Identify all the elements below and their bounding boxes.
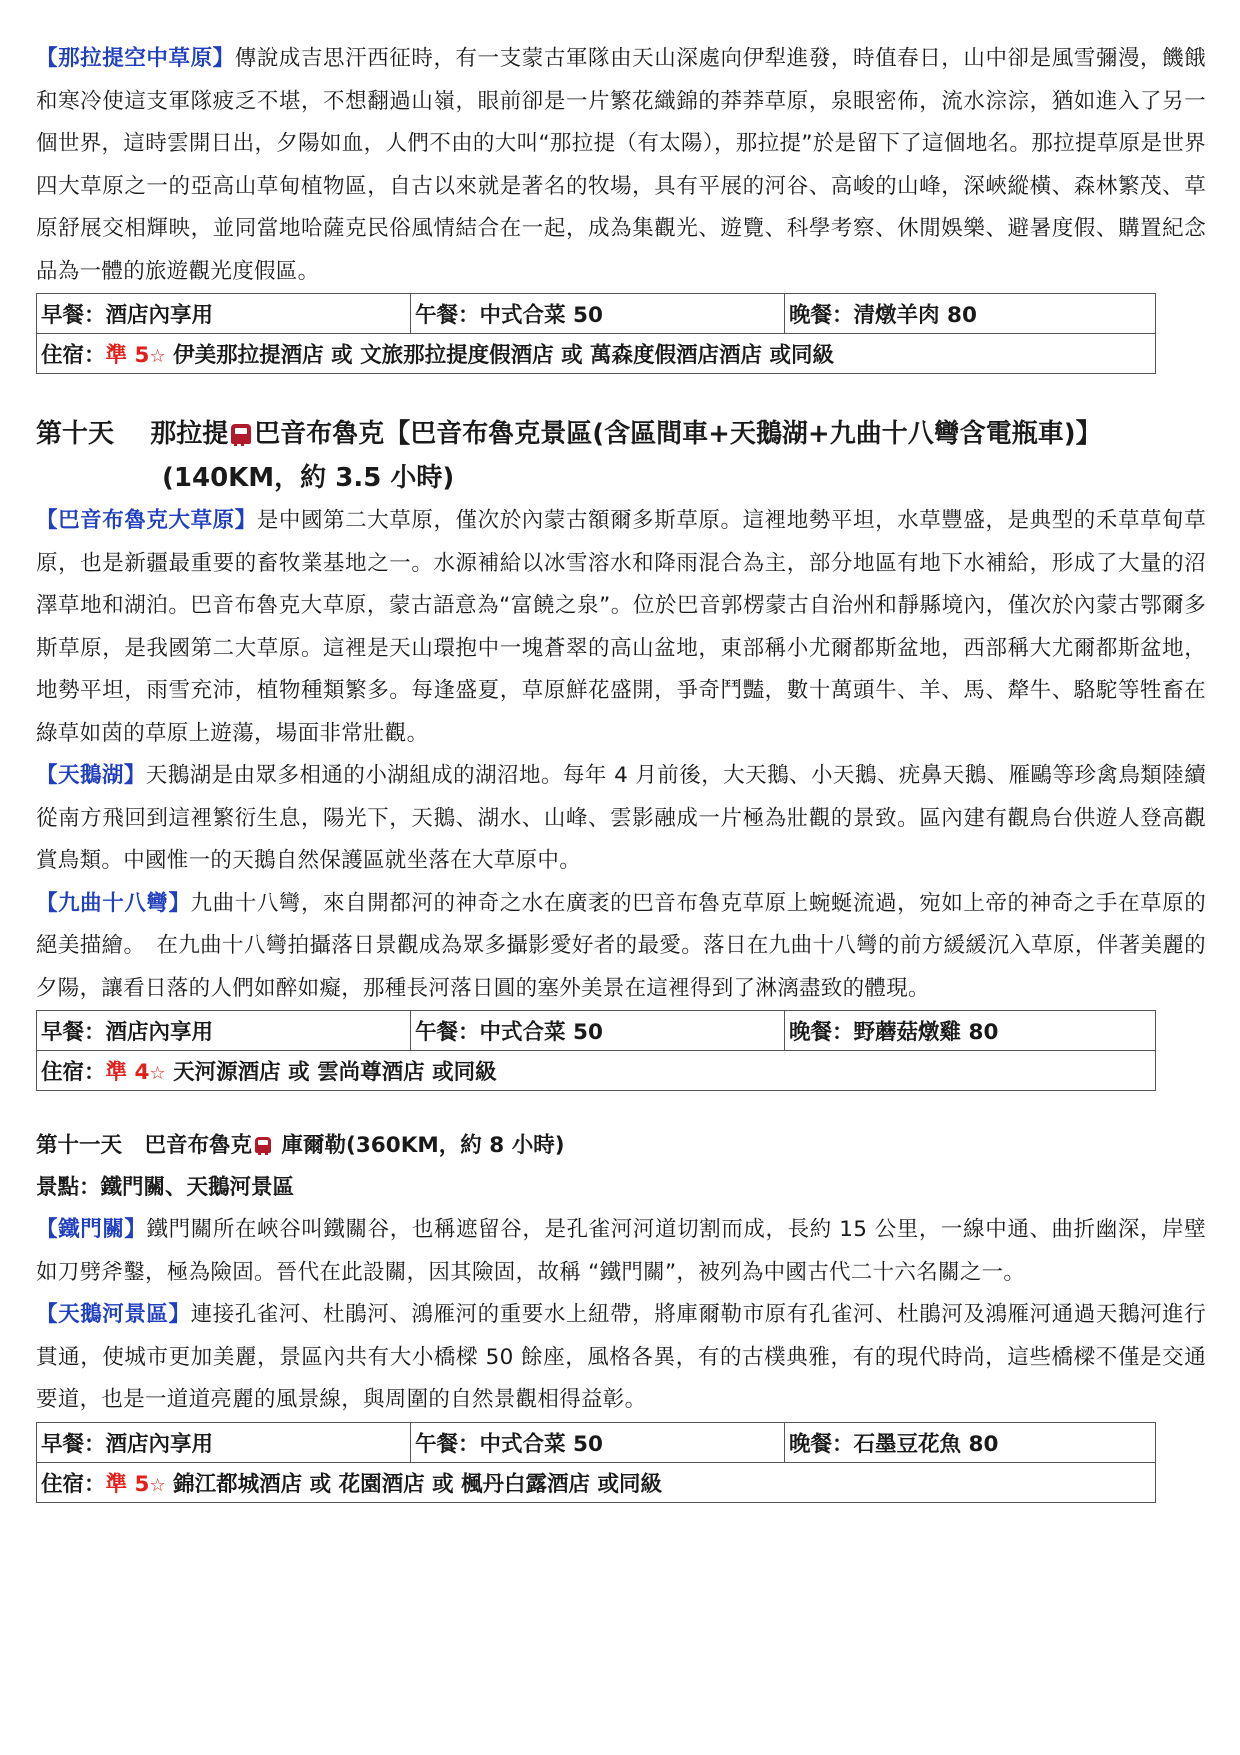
nine-bends-text: 九曲十八彎，來自開都河的神奇之水在廣袤的巴音布魯克草原上蜿蜒流過，宛如上帝的神奇之手在草原的絕美描繪。 在九曲十八彎拍攝落日景觀成為眾多攝影愛好者的最愛。落日在九曲十八彎的前方緩緩沉入草原，伴著美麗的夕陽，讓看日落的人們如醉如癡，那種長河落日圓的塞外美景在這裡得到了淋漓盡致的體現。	[36, 890, 1206, 1001]
iron-gate-tag: 【鐵門關】	[36, 1217, 147, 1242]
swan-lake-paragraph	[36, 755, 1206, 883]
iron-gate-paragraph	[36, 1209, 1206, 1294]
lunch-cell: 午餐：中式合菜 50	[411, 1422, 785, 1462]
day11-spots: 景點：鐵門關、天鵝河景區	[36, 1175, 295, 1200]
swan-river-paragraph	[36, 1294, 1206, 1422]
hotel-grade: 準 5	[105, 1471, 150, 1497]
day10-from: 那拉提	[150, 419, 229, 449]
day10-route: 巴音布魯克【巴音布魯克景區(含區間車+天鵝湖+九曲十八彎含電瓶車)】	[254, 419, 1102, 449]
day10-title	[36, 412, 1206, 500]
swan-lake-text: 天鵝湖是由眾多相通的小湖組成的湖沼地。每年 4 月前後，大天鵝、小天鵝、疣鼻天鵝、雁鷗等珍禽鳥類陸續從南方飛回到這裡繁衍生息，陽光下，天鵝、湖水、山峰、雲影融成一片極為壯觀的景致。區內建有觀鳥台供遊人登高觀賞鳥類。中國惟一的天鵝自然保護區就坐落在大草原中。	[36, 763, 1206, 873]
lunch-cell: 午餐：中式合菜 50	[411, 294, 785, 334]
star-icon: ☆	[149, 1063, 166, 1084]
nine-bends-paragraph	[36, 883, 1206, 1011]
hotel-names: 天河源酒店 或 雲尚尊酒店 或同級	[173, 1060, 497, 1085]
hotel-cell	[37, 1051, 1156, 1091]
hotel-cell	[37, 334, 1156, 374]
lunch-cell: 午餐：中式合菜 50	[411, 1011, 785, 1051]
day10-label: 第十天	[36, 419, 115, 449]
day11-title	[36, 1125, 1206, 1167]
star-icon: ☆	[149, 346, 166, 367]
star-icon: ☆	[149, 1474, 166, 1496]
bus-icon	[255, 1137, 271, 1153]
itinerary-page	[36, 38, 1206, 1503]
nine-bends-tag: 【九曲十八彎】	[36, 890, 191, 916]
hotel-grade: 準 4	[105, 1060, 150, 1085]
hotel-prefix: 住宿：	[41, 1060, 106, 1085]
dinner-cell: 晚餐：石墨豆花魚 80	[785, 1422, 1156, 1462]
day11-route: 庫爾勒(360KM，約 8 小時)	[281, 1133, 565, 1158]
dinner-cell: 晚餐：清燉羊肉 80	[785, 294, 1156, 334]
meal-table-day11	[36, 1422, 1156, 1503]
bayinbuluke-text: 是中國第二大草原，僅次於內蒙古額爾多斯草原。這裡地勢平坦，水草豐盛，是典型的禾草草甸草原，也是新疆最重要的畜牧業基地之一。水源補給以冰雪溶水和降雨混合為主，部分地區有地下水補給，形成了大量的沼澤草地和湖泊。巴音布魯克大草原，蒙古語意為“富饒之泉”。位於巴音郭楞蒙古自治州和靜縣境內，僅次於內蒙古鄂爾多斯草原，是我國第二大草原。這裡是天山環抱中一塊蒼翠的高山盆地，東部稱小尤爾都斯盆地，西部稱大尤爾都斯盆地，地勢平坦，雨雪充沛，植物種類繁多。每逢盛夏，草原鮮花盛開，爭奇鬥豔，數十萬頭牛、羊、馬、犛牛、駱駝等牲畜在綠草如茵的草原上遊蕩，場面非常壯觀。	[36, 508, 1206, 746]
breakfast-cell: 早餐：酒店內享用	[37, 1011, 411, 1051]
hotel-names: 伊美那拉提酒店 或 文旅那拉提度假酒店 或 萬森度假酒店酒店 或同級	[173, 343, 835, 368]
nalati-tag: 【那拉提空中草原】	[36, 46, 235, 71]
meal-table-nalati	[36, 293, 1156, 374]
hotel-cell	[37, 1462, 1156, 1502]
nalati-paragraph	[36, 38, 1206, 293]
swan-river-text: 連接孔雀河、杜鵑河、鴻雁河的重要水上紐帶，將庫爾勒市原有孔雀河、杜鵑河及鴻雁河通過天鵝河進行貫通，使城市更加美麗，景區內共有大小橋樑 50 餘座，風格各異，有的古樸典雅，有的現代時尚，這些橋樑不僅是交通要道，也是一道道亮麗的風景線，與周圍的自然景觀相得益彰。	[36, 1302, 1206, 1412]
iron-gate-text: 鐵門關所在峽谷叫鐵關谷，也稱遮留谷，是孔雀河河道切割而成，長約 15 公里，一線中通、曲折幽深，岸壁如刀劈斧鑿，極為險固。晉代在此設關，因其險固，故稱 “鐵門關”，被列為中國古代二十六名關之一。	[36, 1217, 1206, 1285]
nalati-text: 傳說成吉思汗西征時，有一支蒙古軍隊由天山深處向伊犁進發，時值春日，山中卻是風雪彌漫，饑餓和寒冷使這支軍隊疲乏不堪，不想翻過山嶺，眼前卻是一片繁花織錦的莽莽草原，泉眼密佈，流水淙淙，猶如進入了另一個世界，這時雲開日出，夕陽如血，人們不由的大叫“那拉提（有太陽），那拉提”於是留下了這個地名。那拉提草原是世界四大草原之一的亞高山草甸植物區，自古以來就是著名的牧場，具有平展的河谷、高峻的山峰，深峽縱橫、森林繁茂、草原舒展交相輝映，並同當地哈薩克民俗風情結合在一起，成為集觀光、遊覽、科學考察、休閒娛樂、避暑度假、購置紀念品為一體的旅遊觀光度假區。	[36, 46, 1206, 284]
bayinbuluke-tag: 【巴音布魯克大草原】	[36, 508, 257, 533]
day10-duration: (140KM，約 3.5 小時)	[162, 463, 455, 493]
hotel-prefix: 住宿：	[41, 1471, 106, 1497]
dinner-cell: 晚餐：野蘑菇燉雞 80	[785, 1011, 1156, 1051]
day11-label: 第十一天	[36, 1133, 123, 1158]
swan-lake-tag: 【天鵝湖】	[36, 763, 146, 788]
day11-from: 巴音布魯克	[144, 1133, 252, 1158]
bayinbuluke-paragraph	[36, 500, 1206, 755]
swan-river-tag: 【天鵝河景區】	[36, 1302, 191, 1327]
meal-table-day10	[36, 1010, 1156, 1091]
hotel-grade: 準 5	[105, 343, 150, 368]
breakfast-cell: 早餐：酒店內享用	[37, 294, 411, 334]
bus-icon	[231, 424, 251, 444]
hotel-prefix: 住宿：	[41, 343, 106, 368]
hotel-names: 錦江都城酒店 或 花園酒店 或 楓丹白露酒店 或同級	[173, 1471, 663, 1497]
breakfast-cell: 早餐：酒店內享用	[37, 1422, 411, 1462]
